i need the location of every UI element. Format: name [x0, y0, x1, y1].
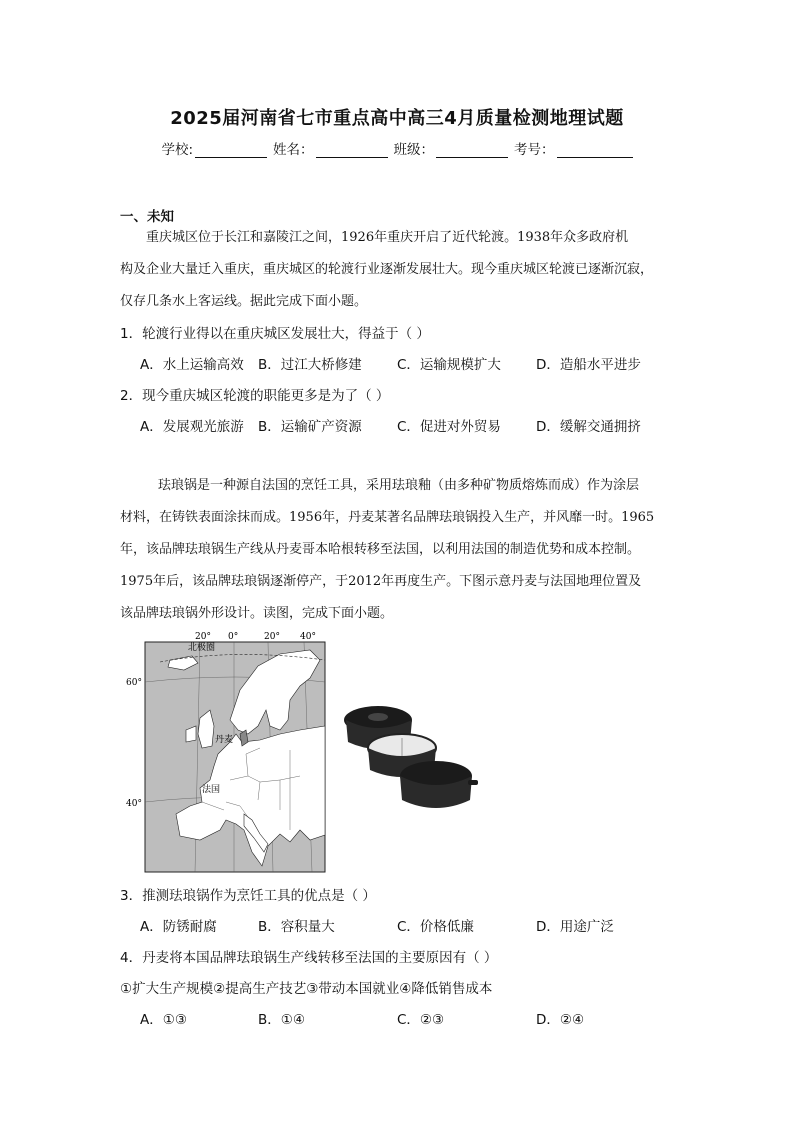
passage-line: 该品牌珐琅锅外形设计。读图，完成下面小题。 [120, 606, 394, 621]
question-2-options [140, 415, 641, 435]
question-1-stem: 1．轮渡行业得以在重庆城区发展壮大，得益于（ ） [120, 326, 430, 342]
lon-label: 20° [195, 632, 211, 642]
passage-chongqing [120, 222, 680, 318]
arctic-circle-label: 北极圈 [188, 643, 216, 653]
student-info-line [0, 138, 794, 158]
section-heading: 一、未知 [120, 209, 174, 225]
pot-knob [368, 713, 388, 721]
lon-label: 20° [264, 632, 280, 642]
option-a[interactable]: A．防锈耐腐 [140, 919, 217, 935]
option-a[interactable]: A．水上运输高效 [140, 357, 244, 373]
exam-no-blank[interactable] [557, 143, 633, 158]
passage-line: 1975年后，该品牌珐琅锅逐渐停产，于2012年再度生产。下图示意丹麦与法国地理位置及 [120, 574, 642, 589]
option-b[interactable]: B．过江大桥修建 [258, 357, 362, 373]
question-3-options [140, 915, 614, 935]
name-field[interactable] [273, 138, 388, 158]
option-b[interactable]: B．运输矿产资源 [258, 419, 362, 435]
option-d[interactable]: D．造船水平进步 [536, 357, 641, 373]
school-blank[interactable] [195, 143, 267, 158]
option-d[interactable]: D．②④ [536, 1012, 585, 1028]
option-b[interactable]: B．容积量大 [258, 919, 335, 935]
option-d[interactable]: D．缓解交通拥挤 [536, 419, 641, 435]
lon-label: 0° [228, 632, 239, 642]
question-4-statements: ①扩大生产规模②提高生产技艺③带动本国就业④降低销售成本 [120, 981, 493, 997]
passage-line: 构及企业大量迁入重庆，重庆城区的轮渡行业逐渐发展壮大。现今重庆城区轮渡已逐渐沉寂， [120, 262, 654, 277]
option-d[interactable]: D．用途广泛 [536, 919, 614, 935]
page-title: 2025届河南省七市重点高中高三4月质量检测地理试题 [170, 108, 624, 129]
europe-map [126, 630, 330, 875]
question-3-stem: 3．推测珐琅锅作为烹饪工具的优点是（ ） [120, 888, 376, 904]
denmark-label: 丹麦 [215, 735, 234, 745]
name-label: 姓名： [273, 142, 314, 158]
question-2-stem: 2．现今重庆城区轮渡的职能更多是为了（ ） [120, 388, 390, 404]
option-c[interactable]: C．②③ [397, 1012, 445, 1028]
name-blank[interactable] [316, 143, 388, 158]
option-c[interactable]: C．价格低廉 [397, 919, 474, 935]
france-label: 法国 [202, 785, 221, 795]
pot-handle [468, 780, 478, 785]
lat-label: 40° [126, 799, 142, 809]
option-b[interactable]: B．①④ [258, 1012, 305, 1028]
option-a[interactable]: A．发展观光旅游 [140, 419, 244, 435]
exam-no-label: 考号： [514, 142, 555, 158]
passage-line: 年，该品牌珐琅锅生产线从丹麦哥本哈根转移至法国，以利用法国的制造优势和成本控制。 [120, 542, 641, 557]
question-4-stem: 4．丹麦将本国品牌珐琅锅生产线转移至法国的主要原因有（ ） [120, 950, 498, 966]
exam-no-field[interactable] [514, 138, 633, 158]
class-label: 班级： [393, 142, 435, 158]
option-c[interactable]: C．促进对外贸易 [397, 419, 501, 435]
option-c[interactable]: C．运输规模扩大 [397, 357, 501, 373]
school-field[interactable] [161, 138, 267, 158]
school-label: 学校: [161, 142, 194, 158]
question-1-options [140, 353, 641, 373]
question-4-options [140, 1008, 584, 1028]
option-a[interactable]: A．①③ [140, 1012, 187, 1028]
passage-line: 珐琅锅是一种源自法国的烹饪工具，采用珐琅釉（由多种矿物质熔炼而成）作为涂层 [158, 478, 640, 493]
passage-enamel-pot [120, 470, 680, 630]
lat-label: 60° [126, 678, 142, 688]
passage-line: 材料，在铸铁表面涂抹而成。1956年，丹麦某著名品牌珐琅锅投入生产，并风靡一时。1965 [120, 510, 655, 525]
class-field[interactable] [394, 138, 509, 158]
lon-label: 40° [300, 632, 316, 642]
passage-line: 仅存几条水上客运线。据此完成下面小题。 [120, 294, 368, 309]
passage-line: 重庆城区位于长江和嘉陵江之间，1926年重庆开启了近代轮渡。1938年众多政府机 [146, 230, 629, 245]
enamel-pot-image [340, 690, 480, 820]
class-blank[interactable] [436, 143, 508, 158]
